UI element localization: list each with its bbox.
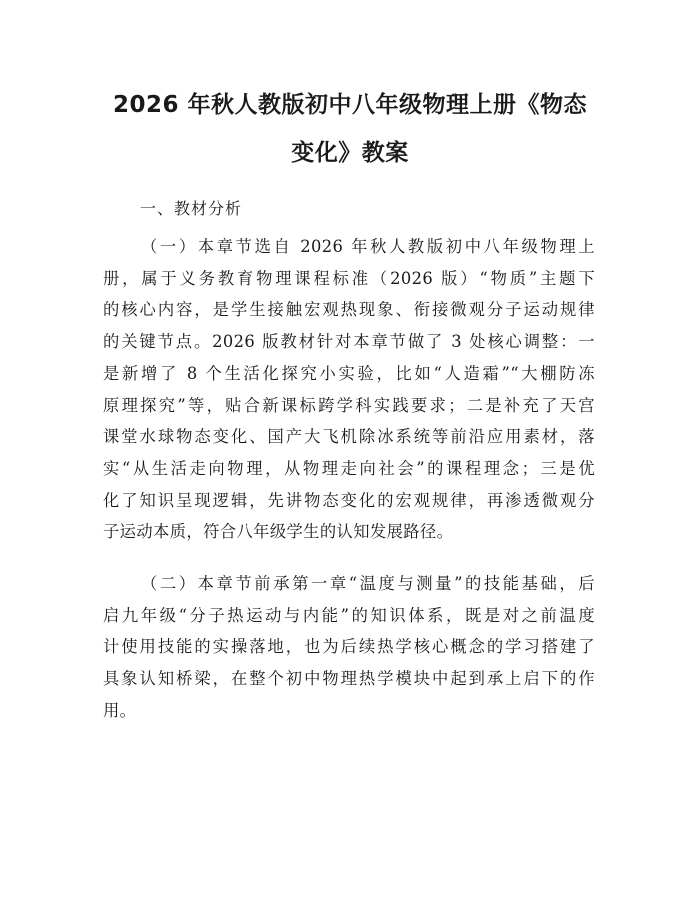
paragraph-line: （一）本章节选自 2026 年秋人教版初中八年级物理上 bbox=[141, 237, 595, 256]
paragraph-line: 的关键节点。2026 版教材针对本章节做了 3 处核心调整：一 bbox=[103, 332, 595, 352]
paragraph-line: 课堂水球物态变化、国产大飞机除冰系统等前沿应用素材，落 bbox=[103, 427, 595, 447]
paragraph-line: 具象认知桥梁，在整个初中物理热学模块中起到承上启下的作 bbox=[103, 669, 595, 689]
paragraph-line: 是新增了 8 个生活化探究小实验，比如“人造霜”“大棚防冻 bbox=[103, 363, 595, 383]
paragraph-line: 化了知识呈现逻辑，先讲物态变化的宏观规律，再渗透微观分 bbox=[103, 490, 595, 510]
document-title-line-1: 2026 年秋人教版初中八年级物理上册《物态 bbox=[112, 92, 588, 118]
paragraph-line: 启九年级“分子热运动与内能”的知识体系，既是对之前温度 bbox=[103, 605, 595, 625]
paragraph-line: 册，属于义务教育物理课程标准（2026 版）“物质”主题下 bbox=[103, 268, 595, 288]
section-heading: 一、教材分析 bbox=[140, 199, 243, 218]
paragraph-line: 原理探究”等，贴合新课标跨学科实践要求；二是补充了天宫 bbox=[103, 395, 595, 415]
paragraph-line: （二）本章节前承第一章“温度与测量”的技能基础，后 bbox=[141, 574, 595, 593]
paragraph-line: 实“从生活走向物理，从物理走向社会”的课程理念；三是优 bbox=[103, 458, 595, 478]
paragraph-1 bbox=[103, 231, 595, 548]
document-title-line-2: 变化》教案 bbox=[291, 140, 409, 166]
paragraph-line: 的核心内容，是学生接触宏观热现象、衔接微观分子运动规律 bbox=[103, 300, 595, 320]
paragraph-line: 计使用技能的实操落地，也为后续热学核心概念的学习搭建了 bbox=[103, 637, 595, 657]
paragraph-line: 用。 bbox=[103, 700, 137, 720]
paragraph-2 bbox=[103, 568, 595, 727]
paragraph-line: 子运动本质，符合八年级学生的认知发展路径。 bbox=[103, 522, 454, 542]
